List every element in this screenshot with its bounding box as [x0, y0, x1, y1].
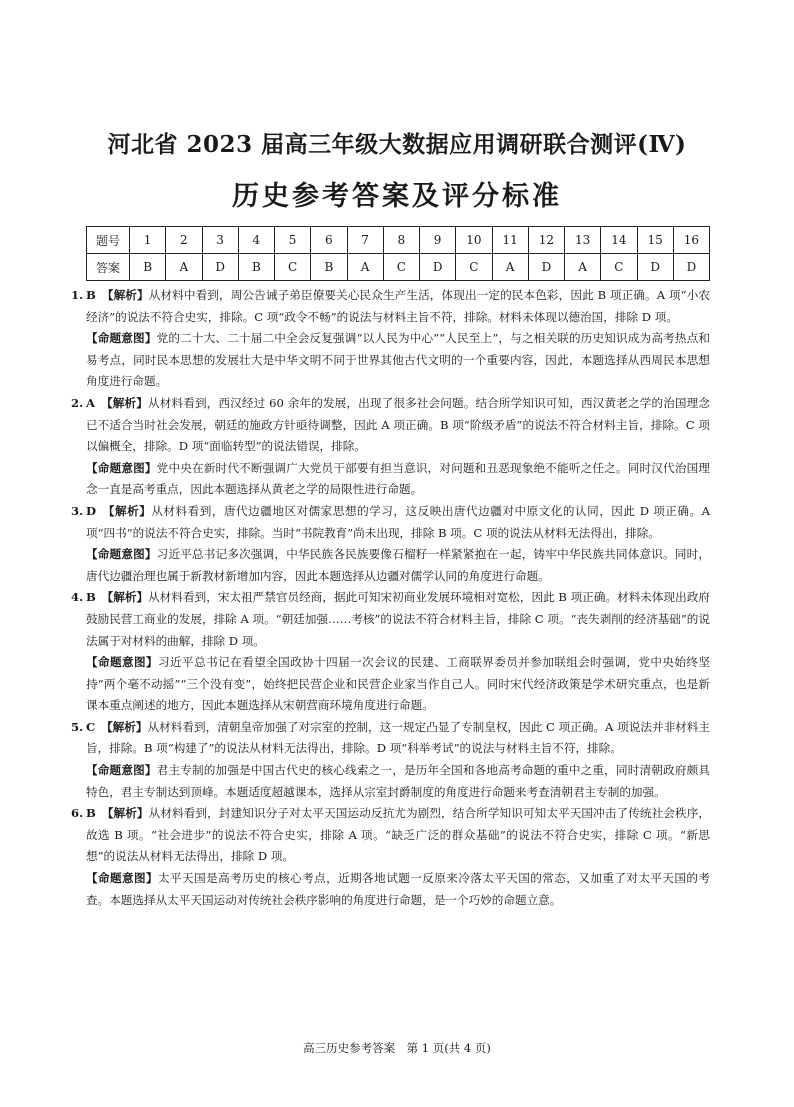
explanation-item — [71, 803, 710, 911]
analysis-tag: 【解析】 — [107, 806, 149, 821]
intent-tag: 【命题意图】 — [86, 547, 157, 562]
question-number-cell: 3 — [202, 227, 238, 254]
answer-explanations — [71, 285, 710, 911]
answer-cell: B — [311, 254, 347, 281]
analysis-paragraph — [71, 803, 710, 868]
question-number-cell: 14 — [601, 227, 637, 254]
analysis-text: 从材料看到，宋太祖严禁官员经商，据此可知宋初商业发展环境相对宽松，因此 B 项正确。材料未体现出政府鼓励民营工商业的发展，排除 A 项。“朝廷加强……考核”的说法不符合材料主旨，排除 C 项。“丧失剥削的经济基础”的说法属于对材料的曲解，排除 D 项。 — [86, 590, 710, 648]
intent-paragraph — [86, 544, 710, 587]
document-subtitle: 历史参考答案及评分标准 — [232, 181, 562, 212]
item-number: 6. — [71, 806, 84, 821]
question-number-row — [87, 227, 710, 254]
intent-paragraph — [86, 458, 710, 501]
row-label-answer: 答案 — [87, 254, 130, 281]
item-answer: B — [86, 806, 96, 821]
question-number-cell: 8 — [383, 227, 419, 254]
intent-text: 习近平总书记多次强调，中华民族各民族要像石榴籽一样紧紧抱在一起，铸牢中华民族共同体意识。同时，唐代边疆治理也属于新教材新增加内容，因此本题选择从边疆对儒学认同的角度进行命题。 — [86, 547, 710, 583]
question-number-cell: 1 — [130, 227, 166, 254]
answer-cell: B — [130, 254, 166, 281]
intent-tag: 【命题意图】 — [86, 655, 159, 670]
answer-cell: A — [166, 254, 202, 281]
answer-cell: B — [238, 254, 274, 281]
question-number-cell: 12 — [528, 227, 564, 254]
intent-tag: 【命题意图】 — [86, 763, 157, 778]
answer-cell: A — [565, 254, 601, 281]
question-number-cell: 4 — [238, 227, 274, 254]
question-number-cell: 13 — [565, 227, 601, 254]
intent-paragraph — [86, 760, 710, 803]
intent-paragraph — [86, 328, 710, 393]
intent-paragraph — [86, 868, 710, 911]
analysis-paragraph — [71, 501, 710, 544]
question-number-cell: 5 — [275, 227, 311, 254]
analysis-text: 从材料中看到，周公告诫子弟臣僚要关心民众生产生活，体现出一定的民本色彩，因此 B 项正确。A 项“小农经济”的说法不符合史实，排除。C 项“政令不畅”的说法与材料主旨不符，排除。材料未体现以德治国，排除 D 项。 — [86, 288, 710, 324]
item-number: 2. — [71, 395, 84, 410]
answer-cell: D — [673, 254, 709, 281]
question-number-cell: 9 — [420, 227, 456, 254]
explanation-item — [71, 393, 710, 501]
document-title: 河北省 2023 届高三年级大数据应用调研联合测评(Ⅳ) — [107, 131, 687, 158]
question-number-cell: 6 — [311, 227, 347, 254]
answer-table — [86, 226, 710, 281]
intent-text: 习近平总书记在看望全国政协十四届一次会议的民建、工商联界委员并参加联组会时强调，党中央始终坚持“两个毫不动摇”“三个没有变”，始终把民营企业和民营企业家当作自己人。同时宋代经济政策是学术研究重点，也是新课本重点阐述的地方，因此本题选择从宋朝营商环境角度进行命题。 — [86, 655, 710, 713]
answer-cell: D — [637, 254, 673, 281]
intent-text: 太平天国是高考历史的核心考点，近期各地试题一反原来冷落太平天国的常态，又加重了对太平天国的考查。本题选择从太平天国运动对传统社会秩序影响的角度进行命题，是一个巧妙的命题立意。 — [86, 871, 710, 907]
item-number: 3. — [71, 503, 84, 518]
analysis-text: 从材料看到，西汉经过 60 余年的发展，出现了很多社会问题。结合所学知识可知，西汉黄老之学的治国理念已不适合当时社会发展，朝廷的施政方针亟待调整，因此 A 项正确。B 项“阶级矛盾”的说法不符合材料主旨，排除。C 项以偏概全，排除。D 项“面临转型”的说法错误，排除。 — [86, 395, 710, 454]
answer-cell: C — [456, 254, 492, 281]
intent-tag: 【命题意图】 — [86, 460, 157, 475]
answer-cell: D — [202, 254, 238, 281]
analysis-tag: 【解析】 — [107, 590, 149, 605]
analysis-text: 从材料看到，封建知识分子对太平天国运动反抗尤为剧烈，结合所学知识可知太平天国冲击了传统社会秩序，故选 B 项。“社会进步”的说法不符合史实，排除 A 项。“缺乏广泛的群众基础”的说法不符合史实，排除 C 项。“新思想”的说法从材料无法得出，排除 D 项。 — [86, 806, 710, 864]
explanation-item — [71, 285, 710, 393]
answer-cell: C — [275, 254, 311, 281]
intent-tag: 【命题意图】 — [86, 871, 159, 886]
intent-text: 党的二十大、二十届二中全会反复强调“以人民为中心”“人民至上”，与之相关联的历史知识成为高考热点和易考点，同时民本思想的发展壮大是中华文明不同于世界其他古代文明的一个重要内容，因此，本题选择从西周民本思想角度进行命题。 — [86, 331, 710, 389]
item-number: 4. — [71, 590, 84, 605]
analysis-tag: 【解析】 — [108, 503, 152, 518]
item-answer: A — [86, 395, 95, 410]
explanation-item — [71, 587, 710, 717]
answer-cell: D — [528, 254, 564, 281]
analysis-tag: 【解析】 — [107, 288, 149, 302]
question-number-cell: 16 — [673, 227, 709, 254]
answer-cell: A — [347, 254, 383, 281]
intent-text: 君主专制的加强是中国古代史的核心线索之一，是历年全国和各地高考命题的重中之重，同时清朝政府颇具特色，君主专制达到顶峰。本题适度超越课本，选择从宗室封爵制度的角度进行命题来考查清朝君主专制的加强。 — [86, 763, 710, 799]
page-footer: 高三历史参考答案 第 1 页(共 4 页) — [303, 1041, 491, 1055]
analysis-paragraph — [71, 285, 710, 328]
intent-text: 党中央在新时代不断强调广大党员干部要有担当意识，对问题和丑恶现象绝不能听之任之。同时汉代治国理念一直是高考重点，因此本题选择从黄老之学的局限性进行命题。 — [86, 460, 710, 497]
item-answer: B — [86, 590, 96, 605]
item-answer: D — [86, 503, 97, 518]
item-number: 1. — [71, 288, 84, 302]
analysis-tag: 【解析】 — [106, 719, 148, 734]
question-number-cell: 11 — [492, 227, 528, 254]
answer-row — [87, 254, 710, 281]
analysis-text: 从材料看到，唐代边疆地区对儒家思想的学习，这反映出唐代边疆对中原文化的认同，因此 D 项正确。A 项“四书”的说法不符合史实，排除。当时“书院教育”尚未出现，排除 B 项。C 项的说法从材料无法得出，排除。 — [86, 503, 710, 540]
intent-tag: 【命题意图】 — [86, 331, 157, 346]
explanation-item — [71, 717, 710, 803]
intent-paragraph — [86, 652, 710, 717]
explanation-item — [71, 501, 710, 587]
item-number: 5. — [71, 719, 84, 734]
question-number-cell: 10 — [456, 227, 492, 254]
answer-cell: C — [601, 254, 637, 281]
answer-cell: C — [383, 254, 419, 281]
question-number-cell: 7 — [347, 227, 383, 254]
question-number-cell: 15 — [637, 227, 673, 254]
answer-cell: A — [492, 254, 528, 281]
analysis-paragraph — [71, 393, 710, 458]
analysis-tag: 【解析】 — [106, 395, 149, 410]
question-number-cell: 2 — [166, 227, 202, 254]
item-answer: C — [86, 719, 96, 734]
answer-cell: D — [420, 254, 456, 281]
row-label-question-number: 题号 — [87, 227, 130, 254]
analysis-paragraph — [71, 717, 710, 760]
item-answer: B — [86, 288, 96, 302]
analysis-text: 从材料看到，清朝皇帝加强了对宗室的控制，这一规定凸显了专制皇权，因此 C 项正确。A 项说法并非材料主旨，排除。B 项“构建了”的说法从材料无法得出，排除。D 项“科举考试”的说法与材料主旨不符，排除。 — [86, 719, 710, 756]
analysis-paragraph — [71, 587, 710, 652]
